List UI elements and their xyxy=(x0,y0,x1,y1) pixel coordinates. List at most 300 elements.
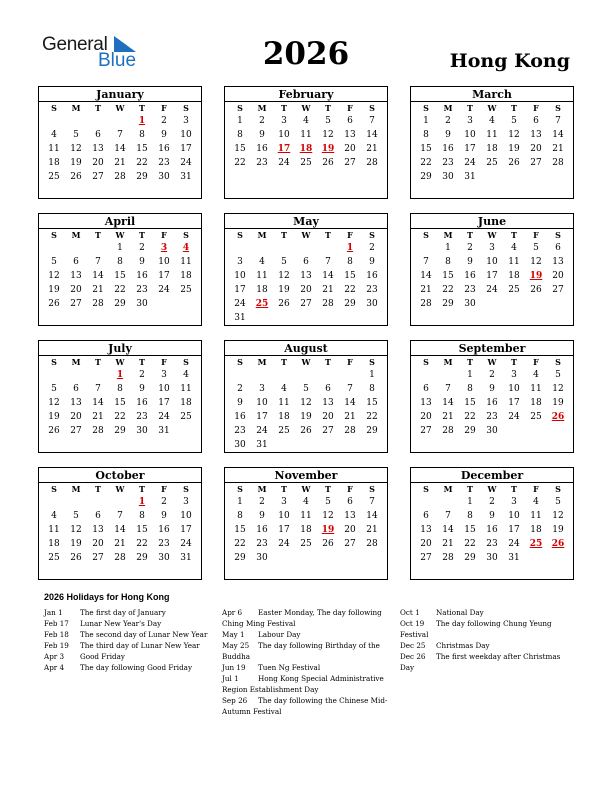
weekday-header: W xyxy=(301,103,311,113)
day-cell: 18 xyxy=(256,285,268,295)
day-cell: 1 xyxy=(467,497,473,507)
weekday-header: M xyxy=(257,484,267,494)
weekday-header: T xyxy=(139,484,145,494)
holiday-entry xyxy=(44,618,214,629)
day-cell: 5 xyxy=(281,257,287,267)
holiday-name: Labour Day xyxy=(258,630,301,639)
day-cell: 11 xyxy=(256,271,268,281)
day-cell: 22 xyxy=(442,285,454,295)
weekday-header: T xyxy=(511,484,517,494)
day-cell: 4 xyxy=(51,130,57,140)
holiday-day-cell: 19 xyxy=(321,525,335,535)
day-cell: 16 xyxy=(486,525,498,535)
day-cell: 7 xyxy=(555,116,561,126)
day-cell: 13 xyxy=(552,257,564,267)
holiday-entry xyxy=(44,607,214,618)
day-cell: 9 xyxy=(489,384,495,394)
day-cell: 14 xyxy=(114,525,126,535)
day-cell: 21 xyxy=(322,285,334,295)
weekday-header: T xyxy=(139,103,145,113)
day-cell: 23 xyxy=(256,539,268,549)
day-cell: 13 xyxy=(420,398,432,408)
day-cell: 24 xyxy=(486,285,498,295)
day-cell: 12 xyxy=(300,398,312,408)
day-cell: 3 xyxy=(259,384,265,394)
day-cell: 8 xyxy=(445,257,451,267)
day-cell: 25 xyxy=(278,426,290,436)
weekday-header: S xyxy=(369,484,375,494)
weekday-header: T xyxy=(95,484,101,494)
day-cell: 22 xyxy=(464,539,476,549)
day-cell: 10 xyxy=(180,511,192,521)
weekday-header: W xyxy=(115,484,125,494)
holiday-name: Christmas Day xyxy=(436,641,490,650)
day-cell: 5 xyxy=(555,497,561,507)
month-may xyxy=(224,213,388,326)
day-cell: 27 xyxy=(344,158,356,168)
day-cell: 28 xyxy=(92,299,104,309)
holiday-name: The first weekday after Christmas Day xyxy=(400,652,561,672)
day-cell: 9 xyxy=(445,130,451,140)
weekday-header: S xyxy=(555,357,561,367)
weekday-header: M xyxy=(71,103,81,113)
day-cell: 24 xyxy=(508,412,520,422)
day-cell: 3 xyxy=(183,116,189,126)
weekday-header: W xyxy=(301,484,311,494)
day-cell: 2 xyxy=(369,243,375,253)
day-cell: 8 xyxy=(117,257,123,267)
day-cell: 12 xyxy=(552,384,564,394)
day-cell: 6 xyxy=(347,116,353,126)
day-cell: 1 xyxy=(423,116,429,126)
weekday-header: F xyxy=(347,357,353,367)
empty-cell xyxy=(317,241,339,255)
day-cell: 31 xyxy=(464,172,476,182)
day-cell: 30 xyxy=(158,553,170,563)
day-cell: 2 xyxy=(467,243,473,253)
day-cell: 24 xyxy=(278,539,290,549)
holiday-day-cell: 19 xyxy=(529,271,543,281)
holiday-date: Jul 1 xyxy=(222,674,239,683)
holiday-date: Dec 26 xyxy=(400,652,426,661)
day-cell: 8 xyxy=(139,130,145,140)
day-cell: 5 xyxy=(73,130,79,140)
holiday-date: Sep 26 xyxy=(222,696,248,705)
day-cell: 29 xyxy=(136,172,148,182)
holiday-entry xyxy=(44,662,214,673)
day-cell: 27 xyxy=(300,299,312,309)
weekday-header: T xyxy=(139,357,145,367)
day-cell: 23 xyxy=(256,158,268,168)
day-grid xyxy=(225,229,387,325)
day-cell: 26 xyxy=(48,426,60,436)
day-grid xyxy=(411,102,573,184)
holiday-column xyxy=(44,607,214,673)
day-cell: 15 xyxy=(442,271,454,281)
day-cell: 25 xyxy=(486,158,498,168)
logo-general-text: General xyxy=(42,34,108,55)
day-cell: 26 xyxy=(70,553,82,563)
day-cell: 13 xyxy=(92,144,104,154)
month-august xyxy=(224,340,388,453)
month-name: January xyxy=(39,87,201,102)
day-cell: 20 xyxy=(92,158,104,168)
day-cell: 17 xyxy=(256,412,268,422)
day-cell: 15 xyxy=(464,525,476,535)
day-cell: 30 xyxy=(366,299,378,309)
day-cell: 29 xyxy=(420,172,432,182)
holiday-day-cell: 25 xyxy=(255,299,269,309)
day-cell: 2 xyxy=(161,116,167,126)
day-cell: 2 xyxy=(489,370,495,380)
holiday-name: The second day of Lunar New Year xyxy=(80,630,208,639)
day-cell: 18 xyxy=(530,525,542,535)
day-cell: 23 xyxy=(486,539,498,549)
empty-cell xyxy=(87,241,109,255)
day-cell: 30 xyxy=(256,553,268,563)
day-cell: 27 xyxy=(344,539,356,549)
holiday-date: Jun 19 xyxy=(222,663,246,672)
day-cell: 13 xyxy=(92,525,104,535)
day-cell: 3 xyxy=(161,370,167,380)
day-cell: 2 xyxy=(237,384,243,394)
month-july xyxy=(38,340,202,453)
day-cell: 7 xyxy=(445,511,451,521)
day-cell: 5 xyxy=(325,497,331,507)
day-cell: 15 xyxy=(420,144,432,154)
day-cell: 7 xyxy=(95,257,101,267)
day-cell: 8 xyxy=(117,384,123,394)
day-cell: 4 xyxy=(51,511,57,521)
month-december xyxy=(410,467,574,580)
weekday-header: S xyxy=(237,103,243,113)
holiday-date: Apr 6 xyxy=(222,608,243,617)
empty-cell xyxy=(437,495,459,509)
day-cell: 16 xyxy=(256,525,268,535)
weekday-header: T xyxy=(95,357,101,367)
day-cell: 21 xyxy=(114,158,126,168)
day-cell: 23 xyxy=(234,426,246,436)
day-cell: 26 xyxy=(300,426,312,436)
day-cell: 1 xyxy=(467,370,473,380)
day-cell: 15 xyxy=(234,144,246,154)
day-cell: 7 xyxy=(117,511,123,521)
day-cell: 19 xyxy=(48,412,60,422)
day-cell: 21 xyxy=(114,539,126,549)
day-cell: 28 xyxy=(442,426,454,436)
day-cell: 8 xyxy=(139,511,145,521)
year-title: 2026 xyxy=(262,36,350,72)
day-cell: 28 xyxy=(366,158,378,168)
day-cell: 16 xyxy=(486,398,498,408)
month-name: September xyxy=(411,341,573,356)
day-cell: 31 xyxy=(180,553,192,563)
month-name: July xyxy=(39,341,201,356)
holiday-day-cell: 18 xyxy=(299,144,313,154)
day-cell: 1 xyxy=(445,243,451,253)
holiday-day-cell: 1 xyxy=(138,116,146,126)
day-cell: 14 xyxy=(420,271,432,281)
weekday-header: T xyxy=(281,357,287,367)
weekday-header: F xyxy=(347,484,353,494)
day-cell: 20 xyxy=(300,285,312,295)
day-cell: 18 xyxy=(530,398,542,408)
holiday-name: Hong Kong Special Administrative Region Establishment Day xyxy=(222,674,384,694)
empty-cell xyxy=(87,368,109,382)
holiday-entry xyxy=(44,640,214,651)
holidays-title: 2026 Holidays for Hong Kong xyxy=(44,592,170,602)
day-cell: 22 xyxy=(114,412,126,422)
empty-cell xyxy=(43,368,65,382)
day-cell: 11 xyxy=(300,130,312,140)
day-cell: 28 xyxy=(344,426,356,436)
day-cell: 29 xyxy=(464,426,476,436)
holiday-column xyxy=(400,607,570,673)
weekday-header: M xyxy=(443,230,453,240)
day-cell: 18 xyxy=(508,271,520,281)
weekday-header: W xyxy=(115,103,125,113)
day-cell: 3 xyxy=(281,497,287,507)
day-cell: 29 xyxy=(464,553,476,563)
holiday-name: Easter Monday, The day following Ching Ming Festival xyxy=(222,608,382,628)
day-cell: 13 xyxy=(300,271,312,281)
holiday-entry xyxy=(400,618,570,640)
month-february xyxy=(224,86,388,199)
month-name: November xyxy=(225,468,387,483)
weekday-header: T xyxy=(511,103,517,113)
day-cell: 10 xyxy=(486,257,498,267)
day-cell: 26 xyxy=(508,158,520,168)
day-cell: 23 xyxy=(366,285,378,295)
day-cell: 24 xyxy=(234,299,246,309)
day-cell: 20 xyxy=(420,539,432,549)
day-cell: 15 xyxy=(114,398,126,408)
day-cell: 11 xyxy=(530,384,542,394)
day-cell: 10 xyxy=(508,511,520,521)
weekday-header: T xyxy=(467,230,473,240)
day-cell: 25 xyxy=(530,412,542,422)
day-cell: 12 xyxy=(48,271,60,281)
day-cell: 3 xyxy=(511,370,517,380)
day-cell: 4 xyxy=(533,497,539,507)
day-cell: 14 xyxy=(322,271,334,281)
day-cell: 5 xyxy=(303,384,309,394)
day-cell: 11 xyxy=(180,257,192,267)
day-cell: 6 xyxy=(73,257,79,267)
day-cell: 9 xyxy=(161,130,167,140)
weekday-header: M xyxy=(257,103,267,113)
day-cell: 10 xyxy=(278,130,290,140)
weekday-header: W xyxy=(301,357,311,367)
day-cell: 23 xyxy=(486,412,498,422)
weekday-header: F xyxy=(161,230,167,240)
weekday-header: F xyxy=(161,103,167,113)
day-cell: 17 xyxy=(464,144,476,154)
day-cell: 4 xyxy=(259,257,265,267)
month-name: March xyxy=(411,87,573,102)
day-grid xyxy=(225,356,387,452)
day-cell: 14 xyxy=(114,144,126,154)
day-cell: 16 xyxy=(442,144,454,154)
weekday-header: S xyxy=(51,484,57,494)
day-cell: 3 xyxy=(183,497,189,507)
holiday-day-cell: 25 xyxy=(529,539,543,549)
day-cell: 27 xyxy=(92,172,104,182)
day-cell: 12 xyxy=(530,257,542,267)
day-cell: 25 xyxy=(180,285,192,295)
day-cell: 9 xyxy=(139,384,145,394)
month-name: April xyxy=(39,214,201,229)
weekday-header: F xyxy=(533,484,539,494)
day-cell: 14 xyxy=(552,130,564,140)
holiday-date: Jan 1 xyxy=(44,608,63,617)
day-cell: 8 xyxy=(237,511,243,521)
empty-cell xyxy=(339,368,361,382)
holiday-day-cell: 3 xyxy=(160,243,168,253)
day-cell: 13 xyxy=(344,511,356,521)
weekday-header: S xyxy=(423,103,429,113)
holiday-entry xyxy=(222,695,392,717)
weekday-header: S xyxy=(237,357,243,367)
month-name: February xyxy=(225,87,387,102)
day-cell: 5 xyxy=(73,511,79,521)
day-cell: 18 xyxy=(180,271,192,281)
weekday-header: T xyxy=(281,103,287,113)
day-cell: 18 xyxy=(48,539,60,549)
day-cell: 8 xyxy=(347,257,353,267)
holiday-entry xyxy=(44,651,214,662)
day-cell: 14 xyxy=(442,525,454,535)
day-cell: 7 xyxy=(117,130,123,140)
day-grid xyxy=(411,483,573,565)
holiday-name: National Day xyxy=(436,608,484,617)
day-cell: 11 xyxy=(48,525,60,535)
day-cell: 28 xyxy=(114,172,126,182)
day-cell: 5 xyxy=(51,384,57,394)
holiday-name: The day following Good Friday xyxy=(80,663,193,672)
day-cell: 31 xyxy=(256,440,268,450)
day-cell: 6 xyxy=(325,384,331,394)
day-cell: 17 xyxy=(180,525,192,535)
day-cell: 19 xyxy=(552,525,564,535)
weekday-header: S xyxy=(555,230,561,240)
day-cell: 1 xyxy=(237,116,243,126)
holiday-name: The day following Chung Yeung Festival xyxy=(400,619,552,639)
weekday-header: S xyxy=(423,357,429,367)
holiday-entry xyxy=(400,640,570,651)
day-cell: 12 xyxy=(322,511,334,521)
day-cell: 28 xyxy=(552,158,564,168)
day-cell: 12 xyxy=(70,525,82,535)
day-cell: 19 xyxy=(508,144,520,154)
day-cell: 6 xyxy=(73,384,79,394)
day-cell: 4 xyxy=(281,384,287,394)
day-grid xyxy=(39,229,201,311)
day-cell: 10 xyxy=(464,130,476,140)
day-cell: 28 xyxy=(92,426,104,436)
holiday-day-cell: 17 xyxy=(277,144,291,154)
weekday-header: M xyxy=(257,230,267,240)
day-cell: 16 xyxy=(136,271,148,281)
weekday-header: S xyxy=(369,357,375,367)
month-march xyxy=(410,86,574,199)
empty-cell xyxy=(415,368,437,382)
day-cell: 21 xyxy=(92,412,104,422)
day-cell: 3 xyxy=(489,243,495,253)
day-cell: 24 xyxy=(508,539,520,549)
day-cell: 2 xyxy=(139,370,145,380)
day-cell: 28 xyxy=(420,299,432,309)
day-cell: 21 xyxy=(442,412,454,422)
day-cell: 27 xyxy=(322,426,334,436)
holiday-date: May 25 xyxy=(222,641,250,650)
day-cell: 27 xyxy=(530,158,542,168)
day-cell: 12 xyxy=(278,271,290,281)
day-cell: 11 xyxy=(486,130,498,140)
empty-cell xyxy=(415,495,437,509)
weekday-header: S xyxy=(183,230,189,240)
day-cell: 10 xyxy=(158,257,170,267)
day-cell: 16 xyxy=(234,412,246,422)
day-cell: 3 xyxy=(467,116,473,126)
day-cell: 9 xyxy=(489,511,495,521)
day-cell: 25 xyxy=(180,412,192,422)
day-cell: 5 xyxy=(533,243,539,253)
day-cell: 10 xyxy=(278,511,290,521)
holiday-date: Apr 3 xyxy=(44,652,65,661)
holiday-date: Oct 1 xyxy=(400,608,420,617)
weekday-header: M xyxy=(443,357,453,367)
weekday-header: T xyxy=(325,103,331,113)
day-cell: 25 xyxy=(300,158,312,168)
day-grid xyxy=(225,102,387,170)
weekday-header: T xyxy=(325,484,331,494)
day-cell: 8 xyxy=(423,130,429,140)
day-cell: 30 xyxy=(234,440,246,450)
weekday-header: T xyxy=(139,230,145,240)
day-cell: 24 xyxy=(256,426,268,436)
day-cell: 6 xyxy=(533,116,539,126)
day-cell: 16 xyxy=(158,525,170,535)
day-cell: 27 xyxy=(92,553,104,563)
empty-cell xyxy=(43,495,65,509)
holiday-date: May 1 xyxy=(222,630,245,639)
day-cell: 4 xyxy=(533,370,539,380)
day-cell: 31 xyxy=(180,172,192,182)
day-grid xyxy=(411,356,573,438)
day-cell: 18 xyxy=(48,158,60,168)
weekday-header: T xyxy=(325,357,331,367)
day-cell: 30 xyxy=(136,299,148,309)
day-cell: 15 xyxy=(464,398,476,408)
day-cell: 25 xyxy=(300,539,312,549)
day-cell: 17 xyxy=(180,144,192,154)
day-cell: 17 xyxy=(158,398,170,408)
weekday-header: S xyxy=(555,103,561,113)
weekday-header: S xyxy=(555,484,561,494)
empty-cell xyxy=(87,114,109,128)
empty-cell xyxy=(273,368,295,382)
day-cell: 17 xyxy=(508,398,520,408)
day-cell: 9 xyxy=(467,257,473,267)
day-cell: 8 xyxy=(467,384,473,394)
day-cell: 27 xyxy=(70,299,82,309)
day-cell: 12 xyxy=(322,130,334,140)
empty-cell xyxy=(273,241,295,255)
day-cell: 23 xyxy=(158,158,170,168)
holiday-name: Tuen Ng Festival xyxy=(258,663,321,672)
holiday-day-cell: 1 xyxy=(116,370,124,380)
